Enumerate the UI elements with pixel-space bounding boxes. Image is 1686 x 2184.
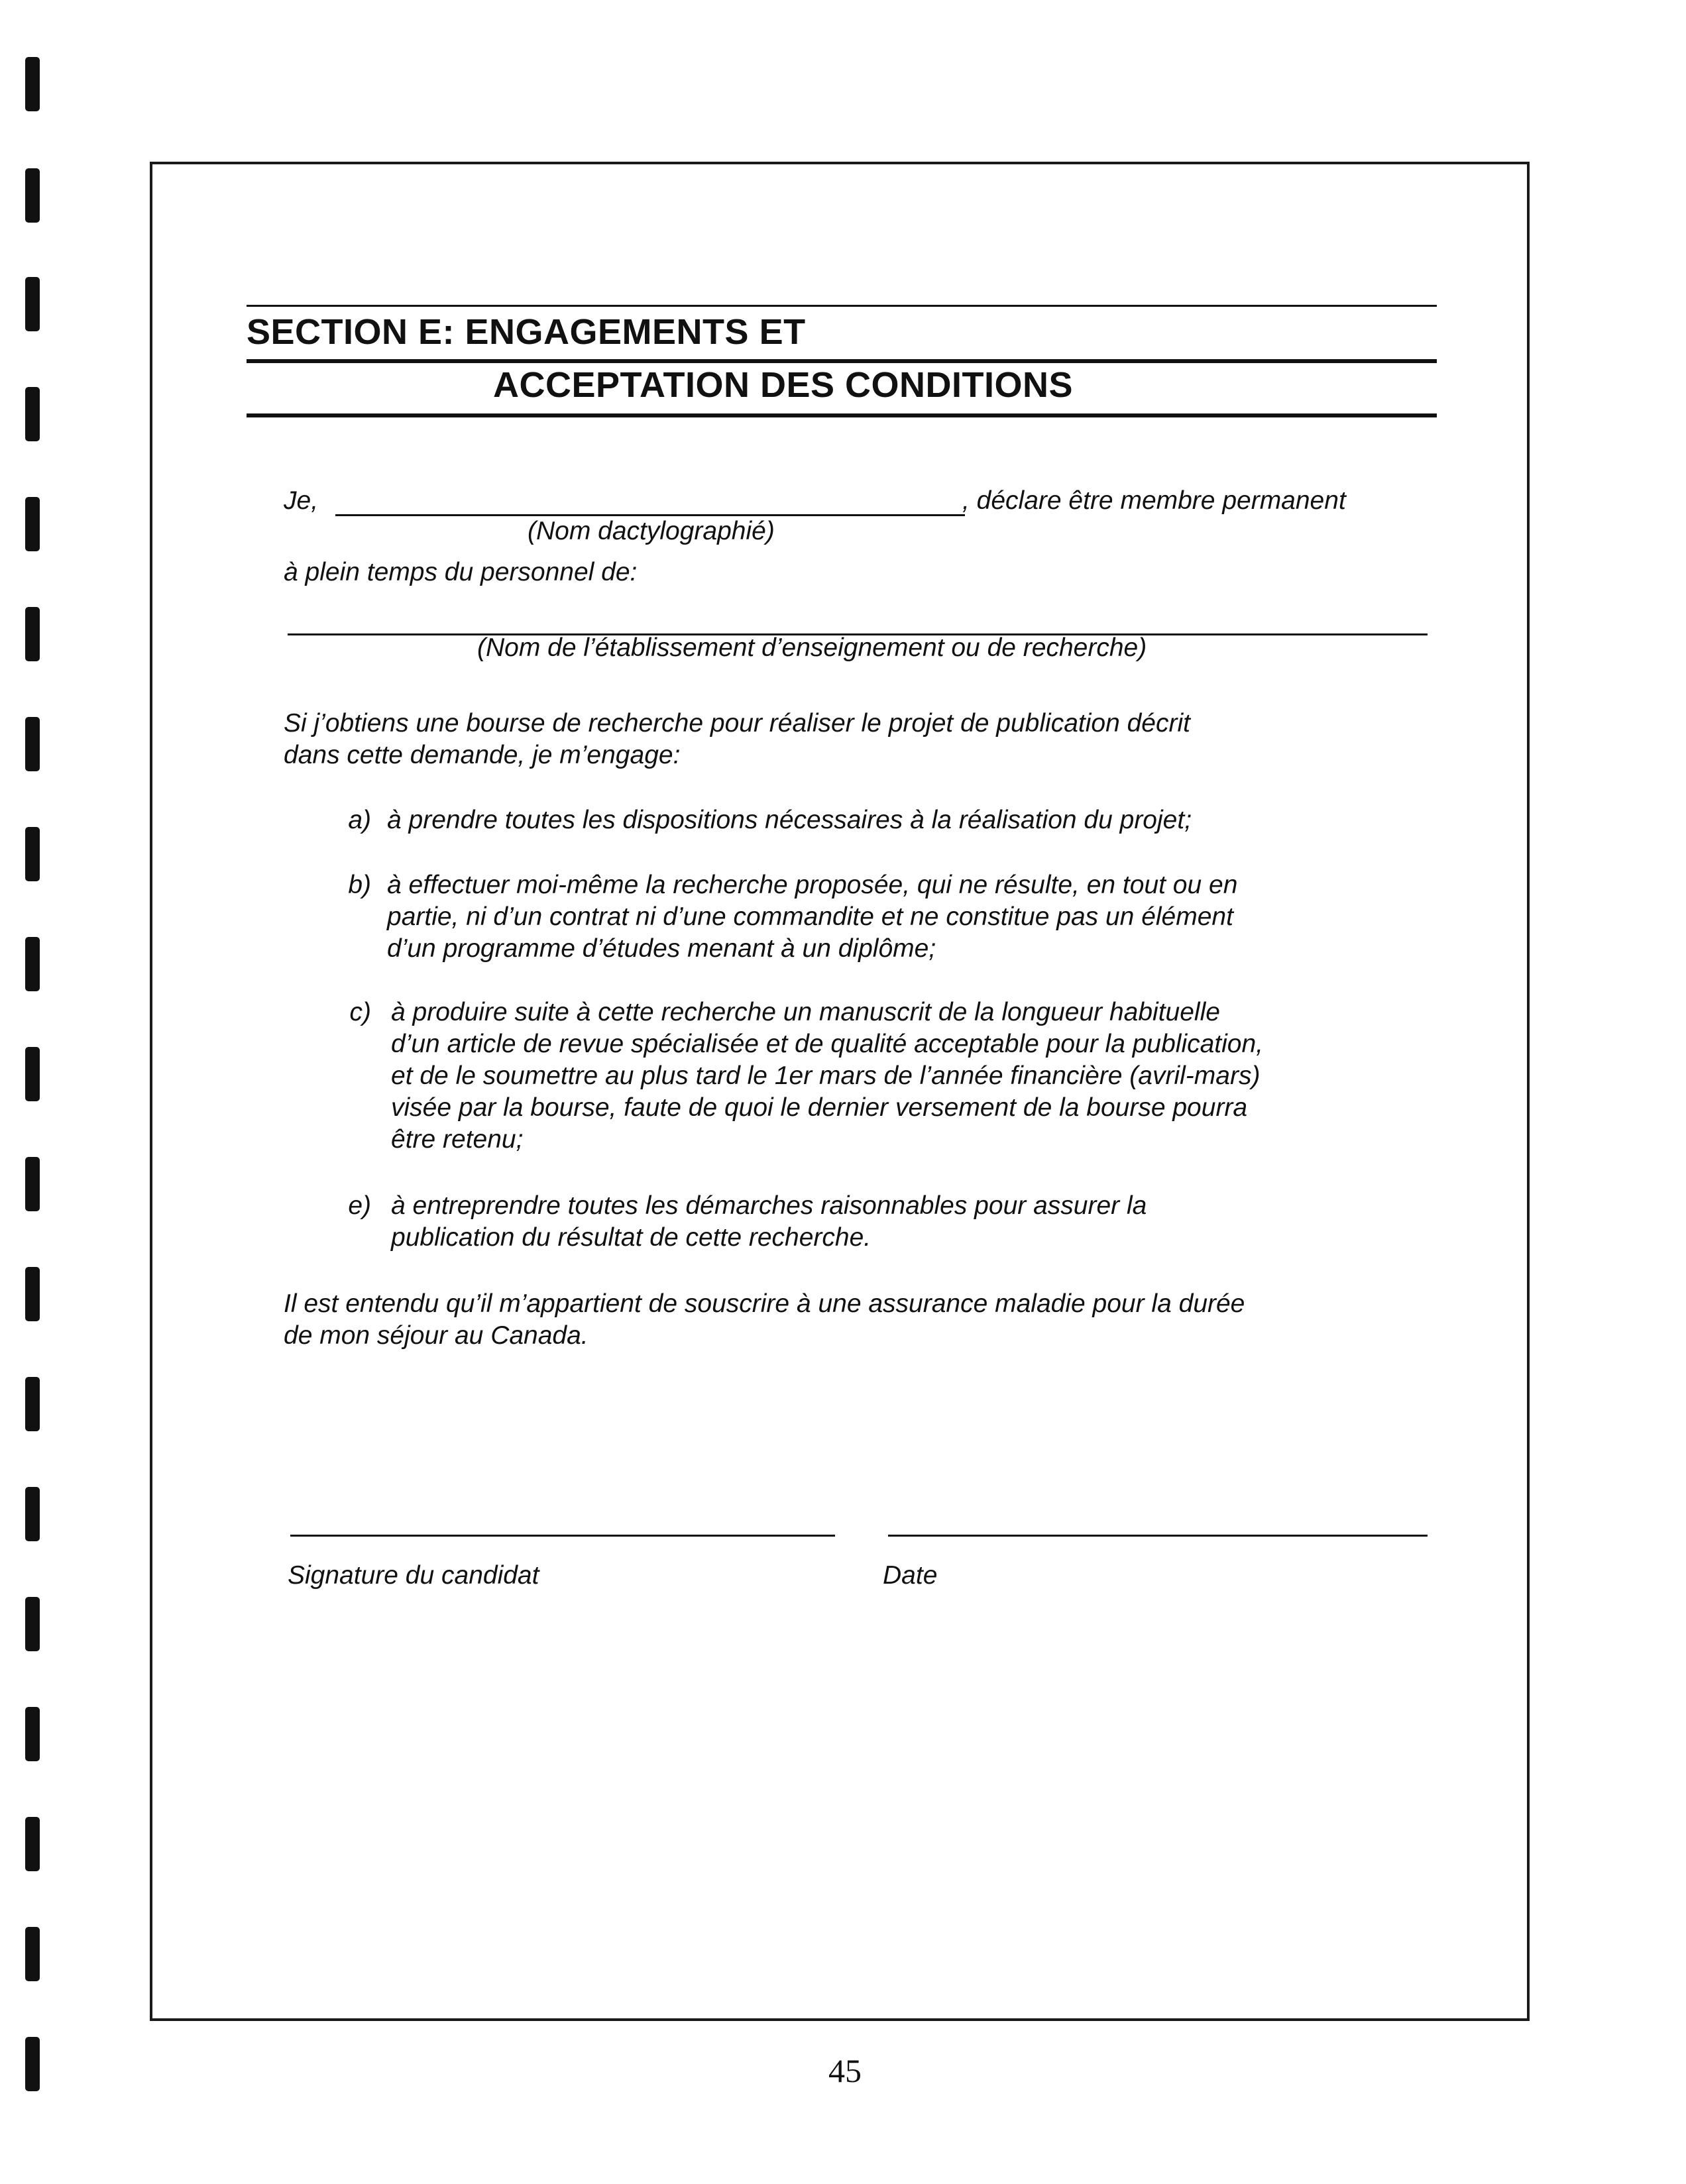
signature-field[interactable] [290,1535,835,1537]
punch-hole [25,1487,40,1541]
insurance-line: Il est entendu qu’il m’appartient de souscrire à une assurance maladie pour la durée [284,1289,1245,1318]
signature-label: Signature du candidat [288,1561,539,1590]
punch-hole [25,717,40,771]
item-line: d’un programme d’études menant à un diplôme; [387,934,936,963]
heading-top-rule [247,305,1437,307]
punch-hole [25,277,40,331]
declaration-text: , déclare être membre permanent [962,486,1346,515]
item-line: publication du résultat de cette recherche. [391,1223,871,1252]
punch-hole [25,827,40,881]
punch-hole [25,57,40,111]
punch-hole [25,2037,40,2091]
date-field[interactable] [888,1535,1428,1537]
punch-hole [25,937,40,991]
page-number: 45 [828,2052,862,2089]
punch-hole [25,1157,40,1211]
item-label: c) [349,998,371,1026]
insurance-line: de mon séjour au Canada. [284,1321,589,1350]
item-line: visée par la bourse, faute de quoi le dernier versement de la bourse pourra [391,1093,1248,1122]
item-line: à effectuer moi-même la recherche proposée, qui ne résulte, en tout ou en [387,871,1238,899]
item-label: e) [348,1191,371,1220]
item-line: être retenu; [391,1125,524,1154]
item-line: partie, ni d’un contrat ni d’une commandite et ne constitue pas un élément [387,902,1233,931]
commitment-intro-line: dans cette demande, je m’engage: [284,741,681,769]
item-line: à entreprendre toutes les démarches raisonnables pour assurer la [391,1191,1147,1220]
section-subtitle: ACCEPTATION DES CONDITIONS [493,365,1074,405]
date-label: Date [883,1561,938,1590]
insurance-note [284,1288,1245,1352]
commitment-intro [284,708,1190,771]
item-line: et de le soumettre au plus tard le 1er mars de l’année financière (avril-mars) [391,1062,1261,1090]
section-title: SECTION E: ENGAGEMENTS ET [247,312,806,352]
item-label: b) [348,871,371,899]
punch-hole [25,1267,40,1321]
punch-hole [25,1597,40,1651]
punch-hole [25,607,40,661]
punch-hole [25,168,40,223]
punch-hole [25,1377,40,1431]
heading-bottom-rule [247,413,1437,417]
punch-hole [25,1817,40,1871]
je-label: Je, [284,486,319,515]
item-line: à prendre toutes les dispositions nécessaires à la réalisation du projet; [387,806,1192,834]
staff-line: à plein temps du personnel de: [284,558,638,586]
punch-hole [25,387,40,441]
punch-hole [25,497,40,551]
institution-caption: (Nom de l’établissement d’enseignement ou de recherche) [477,633,1147,662]
name-field-caption: (Nom dactylographié) [528,517,775,545]
punch-hole [25,1707,40,1761]
heading-middle-rule [247,359,1437,363]
item-line: d’un article de revue spécialisée et de qualité acceptable pour la publication, [391,1030,1264,1058]
punch-hole [25,1047,40,1101]
punch-hole [25,1927,40,1981]
item-line: à produire suite à cette recherche un manuscrit de la longueur habituelle [391,998,1220,1026]
item-label: a) [348,806,371,834]
commitment-intro-line: Si j’obtiens une bourse de recherche pour réaliser le projet de publication décrit [284,709,1190,737]
